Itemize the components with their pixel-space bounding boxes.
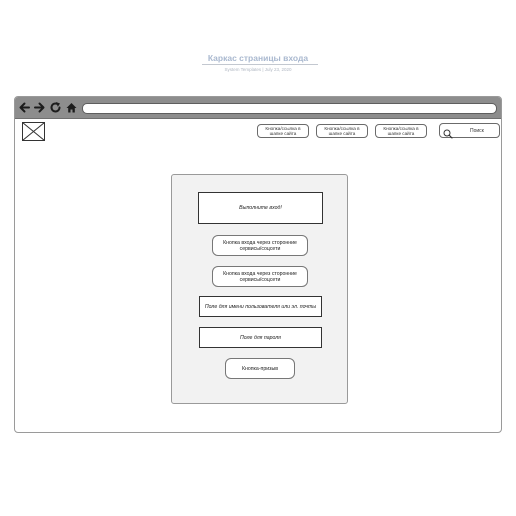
search-input[interactable]: [439, 123, 500, 138]
social-login-button-2[interactable]: Кнопка входа через сторонние сервисы/соцсети: [212, 266, 308, 287]
document-title: Каркас страницы входа: [207, 53, 309, 63]
home-icon[interactable]: [65, 101, 78, 114]
refresh-icon[interactable]: [49, 101, 62, 114]
login-heading: Выполните вход!: [198, 192, 323, 224]
header-nav-link-1[interactable]: Кнопка/ссылка в шапке сайта: [257, 124, 309, 138]
title-underline: [202, 64, 318, 65]
header-nav-link-3[interactable]: Кнопка/ссылка в шапке сайта: [375, 124, 427, 138]
login-panel: [171, 174, 348, 404]
username-field[interactable]: Поле для имени пользователя или эл. почты: [199, 296, 322, 317]
address-bar[interactable]: [82, 103, 497, 114]
header-nav-link-2[interactable]: Кнопка/ссылка в шапке сайта: [316, 124, 368, 138]
search-label: Поиск: [470, 127, 484, 134]
social-login-button-1[interactable]: Кнопка входа через сторонние сервисы/соцсети: [212, 235, 308, 256]
cta-button[interactable]: Кнопка-призыв: [225, 358, 295, 379]
search-icon: [443, 126, 453, 136]
browser-toolbar: [15, 97, 501, 119]
browser-window: [14, 96, 502, 433]
arrow-left-icon[interactable]: [18, 101, 31, 114]
logo-placeholder-icon: [22, 122, 45, 141]
password-field[interactable]: Поле для пароля: [199, 327, 322, 348]
arrow-right-icon[interactable]: [33, 101, 46, 114]
document-meta: System Templates | July 23, 2020: [224, 67, 292, 72]
